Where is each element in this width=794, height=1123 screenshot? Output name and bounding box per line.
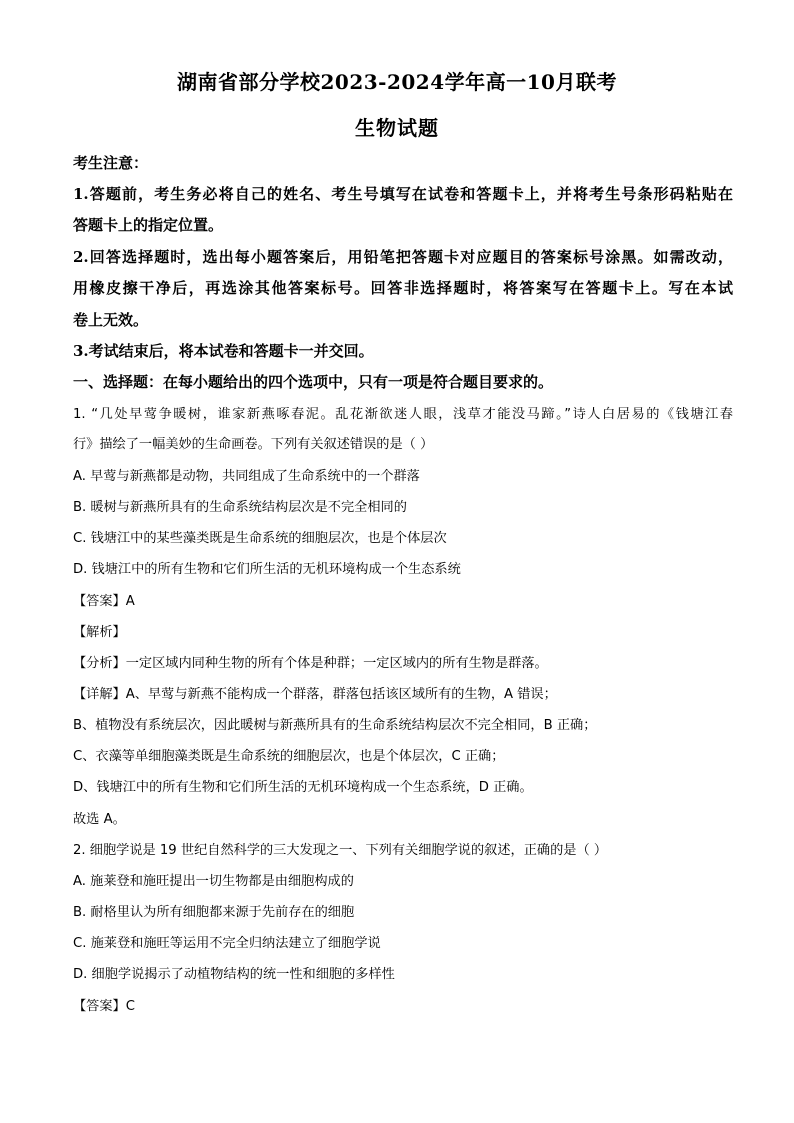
notice-line-2: 答题卡上的指定位置。 bbox=[73, 216, 224, 234]
q1-detail-c: C、衣藻等单细胞藻类既是生命系统的细胞层次，也是个体层次，C 正确； bbox=[73, 749, 505, 764]
q2-option-b: B. 耐格里认为所有细胞都来源于先前存在的细胞 bbox=[73, 905, 355, 920]
q1-fenxi: 【分析】一定区域内同种生物的所有个体是种群；一定区域内的所有生物是群落。 bbox=[73, 656, 548, 671]
notice-line-4: 用橡皮擦干净后，再选涂其他答案标号。回答非选择题时，将答案写在答题卡上。写在本试 bbox=[73, 279, 733, 297]
q1-option-a: A. 早莺与新燕都是动物，共同组成了生命系统中的一个群落 bbox=[73, 469, 420, 484]
q1-option-d: D. 钱塘江中的所有生物和它们所生活的无机环境构成一个生态系统 bbox=[73, 562, 461, 577]
q1-detail-a: 【详解】A、早莺与新燕不能构成一个群落，群落包括该区域所有的生物，A 错误； bbox=[73, 687, 557, 702]
q1-option-b: B. 暖树与新燕所具有的生命系统结构层次是不完全相同的 bbox=[73, 500, 407, 515]
q1-answer: 【答案】A bbox=[73, 594, 135, 609]
q1-detail-d: D、钱塘江中的所有生物和它们所生活的无机环境构成一个生态系统，D 正确。 bbox=[73, 780, 533, 795]
exam-subject: 生物试题 bbox=[355, 116, 439, 140]
q2-answer: 【答案】C bbox=[73, 999, 135, 1014]
q2-option-a: A. 施莱登和施旺提出一切生物都是由细胞构成的 bbox=[73, 874, 354, 889]
q1-analysis-label: 【解析】 bbox=[73, 625, 126, 640]
exam-title: 湖南省部分学校2023-2024学年高一10月联考 bbox=[177, 70, 617, 94]
notice-line-3: 2.回答选择题时，选出每小题答案后，用铅笔把答题卡对应题目的答案标号涂黑。如需改动， bbox=[73, 248, 733, 266]
q1-detail-b: B、植物没有系统层次，因此暖树与新燕所具有的生命系统结构层次不完全相同，B 正确； bbox=[73, 718, 597, 733]
notice-line-6: 3.考试结束后，将本试卷和答题卡一并交回。 bbox=[73, 342, 374, 360]
q1-stem-line-1: 1. “几处早莺争暖树，谁家新燕啄春泥。乱花渐欲迷人眼，浅草才能没马蹄。”诗人白居易的《钱塘江春 bbox=[73, 407, 733, 422]
notice-label: 考生注意： bbox=[73, 154, 149, 172]
q1-stem-line-2: 行》描绘了一幅美妙的生命画卷。下列有关叙述错误的是（ ） bbox=[73, 437, 434, 452]
q2-stem: 2. 细胞学说是 19 世纪自然科学的三大发现之一、下列有关细胞学说的叙述，正确的是（ ） bbox=[73, 843, 608, 858]
notice-line-5: 卷上无效。 bbox=[73, 311, 149, 329]
q1-conclusion: 故选 A。 bbox=[73, 812, 126, 827]
q1-option-c: C. 钱塘江中的某些藻类既是生命系统的细胞层次，也是个体层次 bbox=[73, 531, 447, 546]
q2-option-d: D. 细胞学说揭示了动植物结构的统一性和细胞的多样性 bbox=[73, 967, 395, 982]
q2-option-c: C. 施莱登和施旺等运用不完全归纳法建立了细胞学说 bbox=[73, 936, 381, 951]
notice-line-1: 1.答题前，考生务必将自己的姓名、考生号填写在试卷和答题卡上，并将考生号条形码粘贴在 bbox=[73, 185, 733, 203]
section-heading: 一、选择题：在每小题给出的四个选项中，只有一项是符合题目要求的。 bbox=[73, 373, 554, 391]
